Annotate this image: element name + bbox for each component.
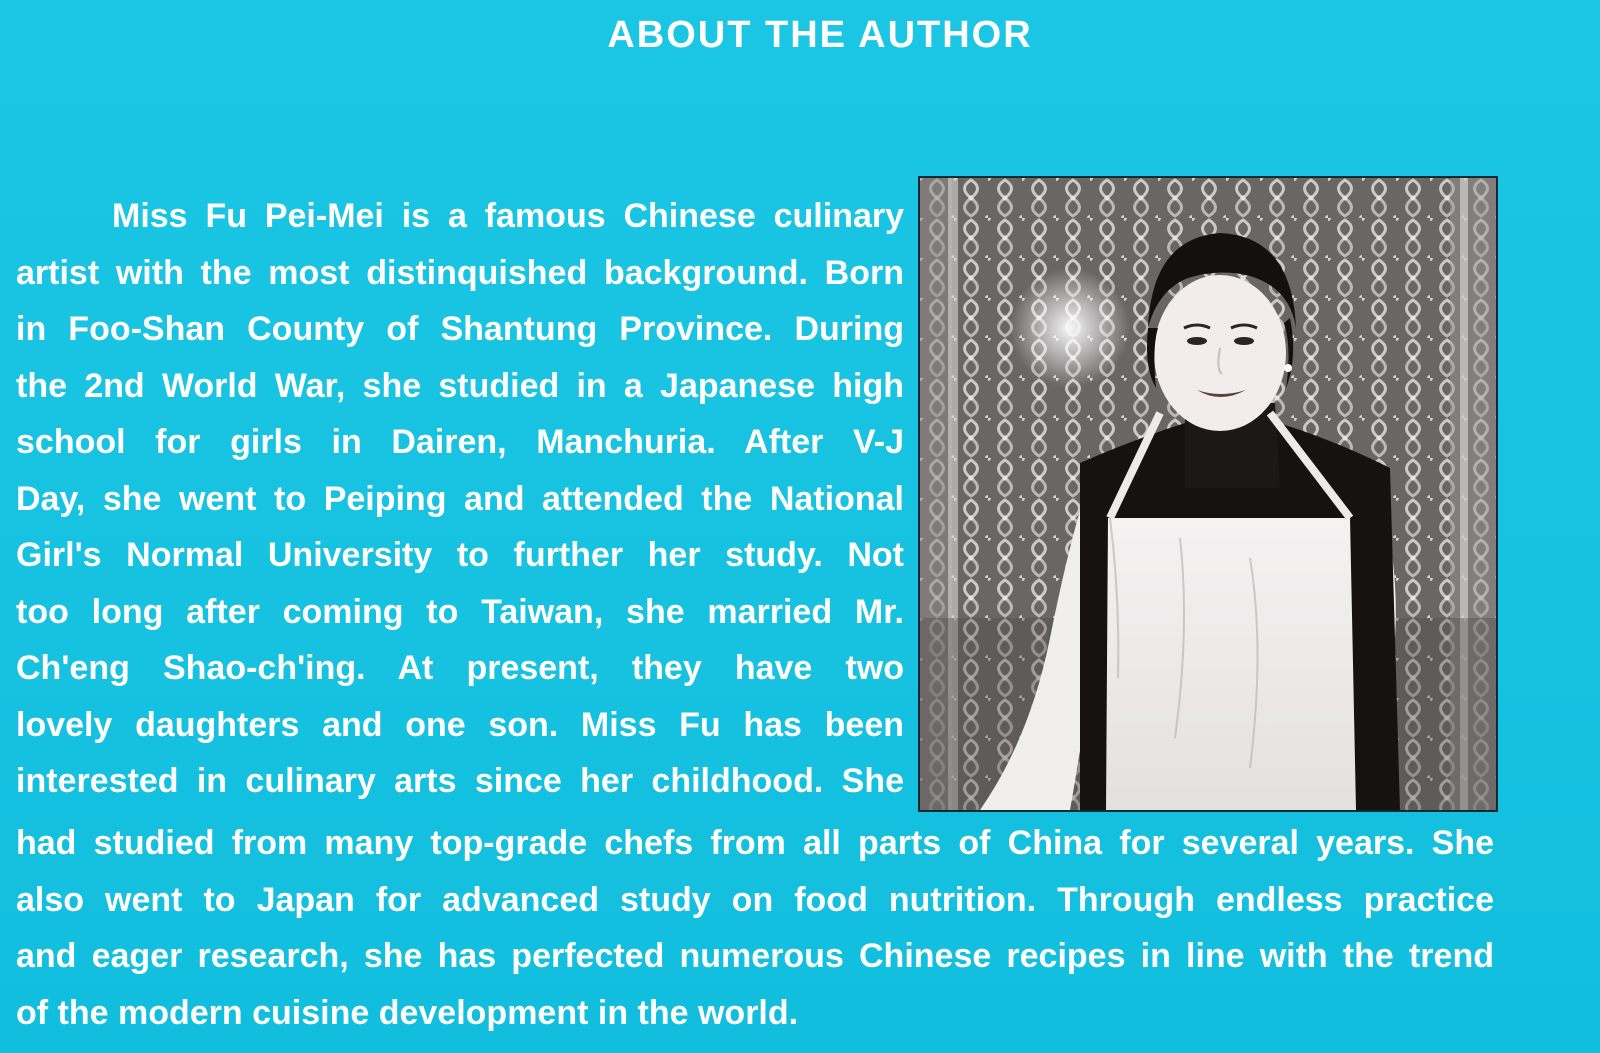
bio-line: school for girls in Dairen, Manchuria. After V-J [16,423,904,461]
page-heading: ABOUT THE AUTHOR [607,14,1033,56]
author-portrait-image [920,178,1496,810]
bio-line: of the modern cuisine development in the world. [16,993,799,1032]
bio-line: in Foo-Shan County of Shantung Province. During [16,310,904,348]
bio-line: artist with the most distinquished background. Born [16,253,904,292]
bio-line: too long after coming to Taiwan, she married Mr. [16,592,904,631]
bio-line: Girl's Normal University to further her study. Not [16,536,904,574]
bio-text-upper [16,188,904,810]
bio-line: Day, she went to Peiping and attended the National [16,479,904,518]
bio-line [16,188,904,245]
bio-line: interested in culinary arts since her childhood. She [16,762,904,800]
author-photo [918,176,1498,812]
bio-line-text: Miss Fu Pei-Mei is a famous Chinese culinary [112,197,904,235]
bio-line: the 2nd World War, she studied in a Japanese high [16,366,904,405]
bio-line: and eager research, she has perfected numerous Chinese recipes in line with the trend [16,937,1494,975]
bio-line: lovely daughters and one son. Miss Fu has been [16,705,904,744]
bio-line: also went to Japan for advanced study on food nutrition. Through endless practice [16,880,1494,919]
bio-line: Ch'eng Shao-ch'ing. At present, they have two [16,649,904,687]
bio-line: had studied from many top-grade chefs from all parts of China for several years. She [16,824,1494,862]
bio-text-lower [16,815,1494,1041]
